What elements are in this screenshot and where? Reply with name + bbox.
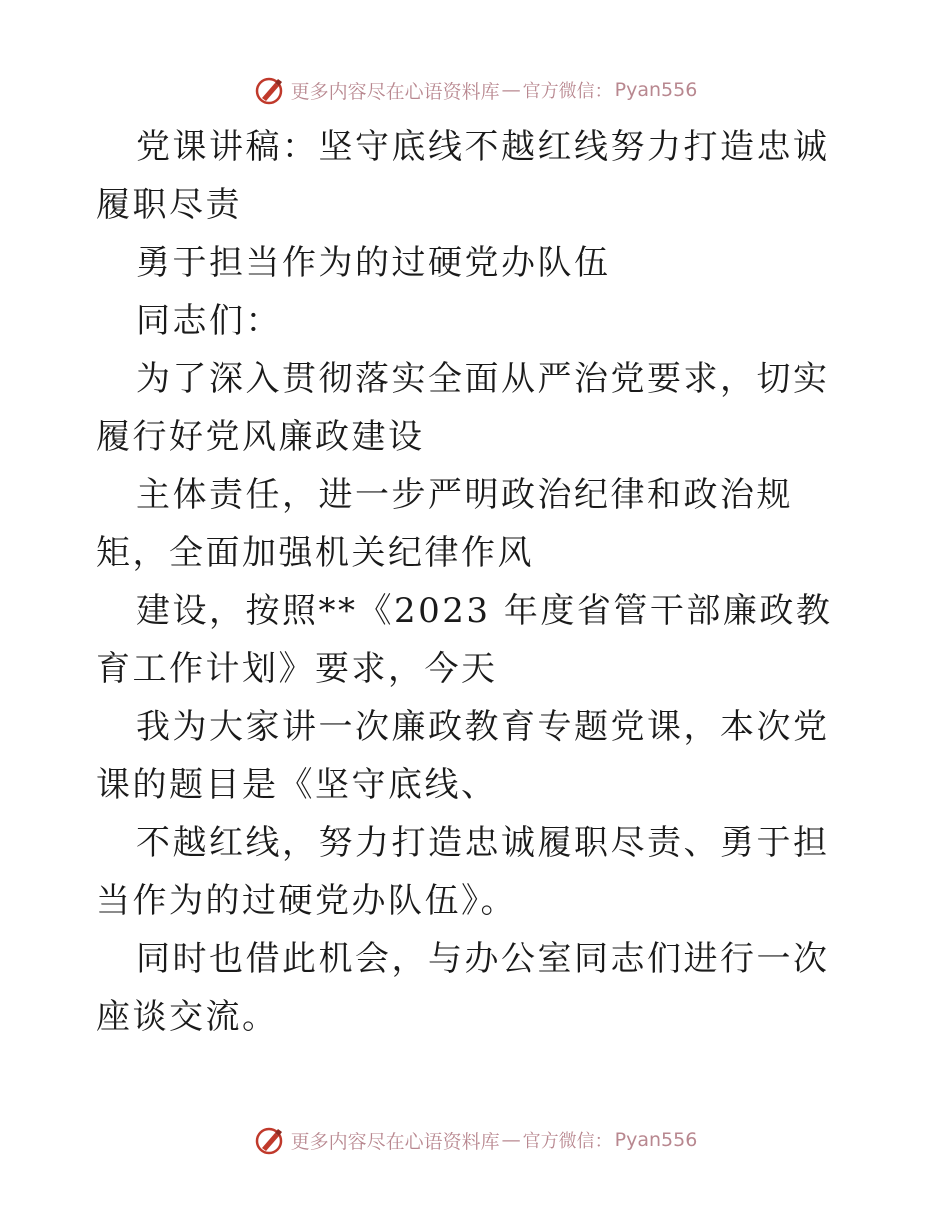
salutation: 同志们： xyxy=(136,301,282,341)
body-paragraph: 为了深入贯彻落实全面从严治党要求，切实履行好党风廉政建设 xyxy=(96,359,830,457)
body-paragraph: 主体责任，进一步严明政治纪律和政治规矩，全面加强机关纪律作风 xyxy=(96,475,793,573)
wechat-id: Pyan556 xyxy=(614,1129,698,1151)
wechat-id: Pyan556 xyxy=(614,79,698,101)
pen-logo-icon xyxy=(253,74,285,106)
watermark-header xyxy=(0,72,950,108)
body-paragraph: 不越红线，努力打造忠诚履职尽责、勇于担当作为的过硬党办队伍》。 xyxy=(96,823,830,921)
document-title: 党课讲稿：坚守底线不越红线努力打造忠诚履职尽责 xyxy=(96,127,830,225)
body-paragraph: 我为大家讲一次廉政教育专题党课，本次党课的题目是《坚守底线、 xyxy=(96,707,830,805)
watermark-footer xyxy=(0,1122,950,1158)
body-paragraph: 同时也借此机会，与办公室同志们进行一次座谈交流。 xyxy=(96,939,830,1037)
body-paragraph: 建设，按照**《2023 年度省管干部廉政教育工作计划》要求，今天 xyxy=(96,591,833,689)
wechat-label: 官方微信： xyxy=(522,1131,613,1152)
pen-logo-icon xyxy=(253,1124,285,1156)
document-body xyxy=(96,118,856,1046)
wechat-label: 官方微信： xyxy=(522,81,613,102)
watermark-separator: — xyxy=(501,79,521,101)
watermark-text: 更多内容尽在心语资料库 xyxy=(290,1130,500,1153)
document-subtitle: 勇于担当作为的过硬党办队伍 xyxy=(136,243,611,283)
watermark-separator: — xyxy=(501,1129,521,1151)
watermark-text: 更多内容尽在心语资料库 xyxy=(290,80,500,103)
